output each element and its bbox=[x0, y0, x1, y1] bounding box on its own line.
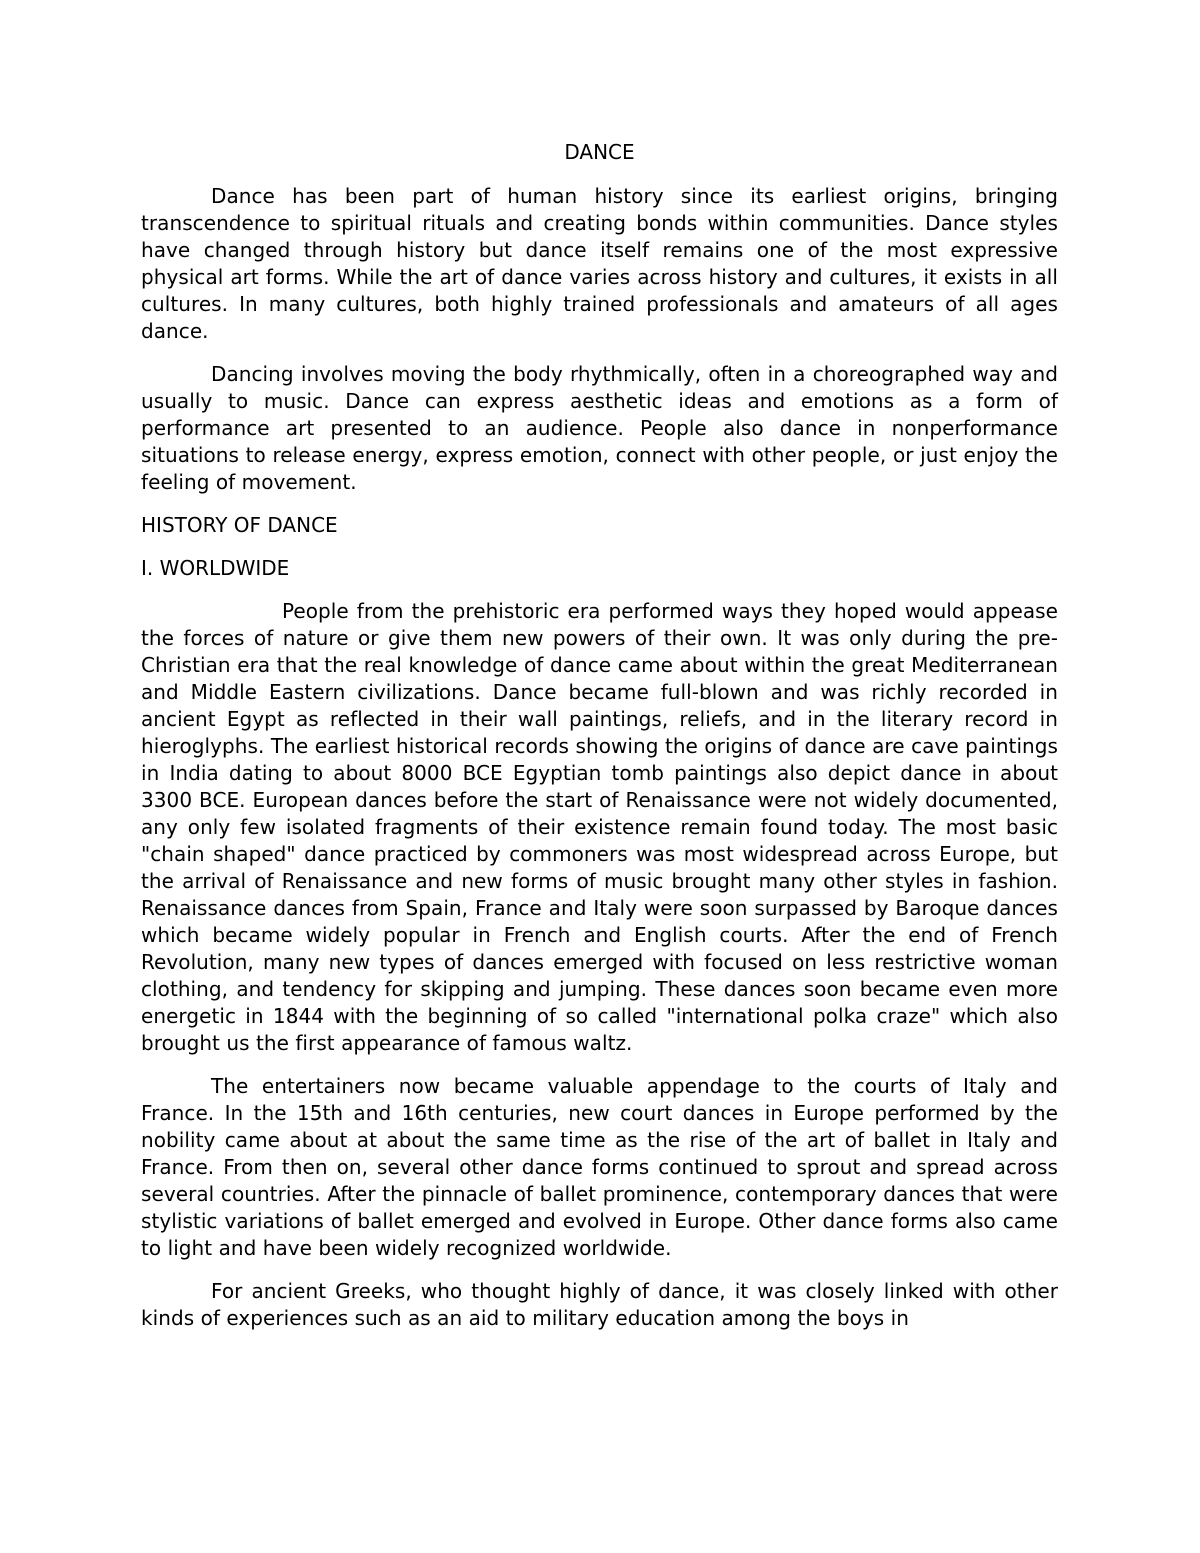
worldwide-paragraph-3: For ancient Greeks, who thought highly of dance, it was closely linked with other kinds of experiences such as an aid to military education among the boys in bbox=[141, 1279, 1058, 1330]
intro-paragraph-2: Dancing involves moving the body rhythmically, often in a choreographed way and usually to music. Dance can express aesthetic ideas and emotions as a form of performance art presented to an audience. People also dance in nonperformance situations to release energy, express emotion, connect with other people, or just enjoy the feeling of movement. bbox=[141, 362, 1058, 494]
section-heading-history: HISTORY OF DANCE bbox=[141, 513, 338, 537]
document-page bbox=[141, 139, 1058, 1348]
intro-paragraph-1: Dance has been part of human history since its earliest origins, bringing transcendence to spiritual rituals and creating bonds within communities. Dance styles have changed through history but dance itself remains one of the most expressive physical art forms. While the art of dance varies across history and cultures, it exists in all cultures. In many cultures, both highly trained professionals and amateurs of all ages dance. bbox=[141, 184, 1058, 343]
document-title: DANCE bbox=[564, 140, 635, 164]
subsection-heading-worldwide: I. WORLDWIDE bbox=[141, 556, 290, 580]
worldwide-paragraph-2: The entertainers now became valuable appendage to the courts of Italy and France. In the 15th and 16th centuries, new court dances in Europe performed by the nobility came about at about the same time as the rise of the art of ballet in Italy and France. From then on, several other dance forms continued to sprout and spread across several countries. After the pinnacle of ballet prominence, contemporary dances that were stylistic variations of ballet emerged and evolved in Europe. Other dance forms also came to light and have been widely recognized worldwide. bbox=[141, 1074, 1058, 1260]
worldwide-paragraph-1: People from the prehistoric era performed ways they hoped would appease the forces of nature or give them new powers of their own. It was only during the pre-Christian era that the real knowledge of dance came about within the great Mediterranean and Middle Eastern civilizations. Dance became full-blown and was richly recorded in ancient Egypt as reflected in their wall paintings, reliefs, and in the literary record in hieroglyphs. The earliest historical records showing the origins of dance are cave paintings in India dating to about 8000 BCE Egyptian tomb paintings also depict dance in about 3300 BCE. European dances before the start of Renaissance were not widely documented, any only few isolated fragments of their existence remain found today. The most basic "chain shaped" dance practiced by commoners was most widespread across Europe, but the arrival of Renaissance and new forms of music brought many other styles in fashion. Renaissance dances from Spain, France and Italy were soon surpassed by Baroque dances which became widely popular in French and English courts. After the end of French Revolution, many new types of dances emerged with focused on less restrictive woman clothing, and tendency for skipping and jumping. These dances soon became even more energetic in 1844 with the beginning of so called "international polka craze" which also brought us the first appearance of famous waltz. bbox=[141, 599, 1058, 1055]
